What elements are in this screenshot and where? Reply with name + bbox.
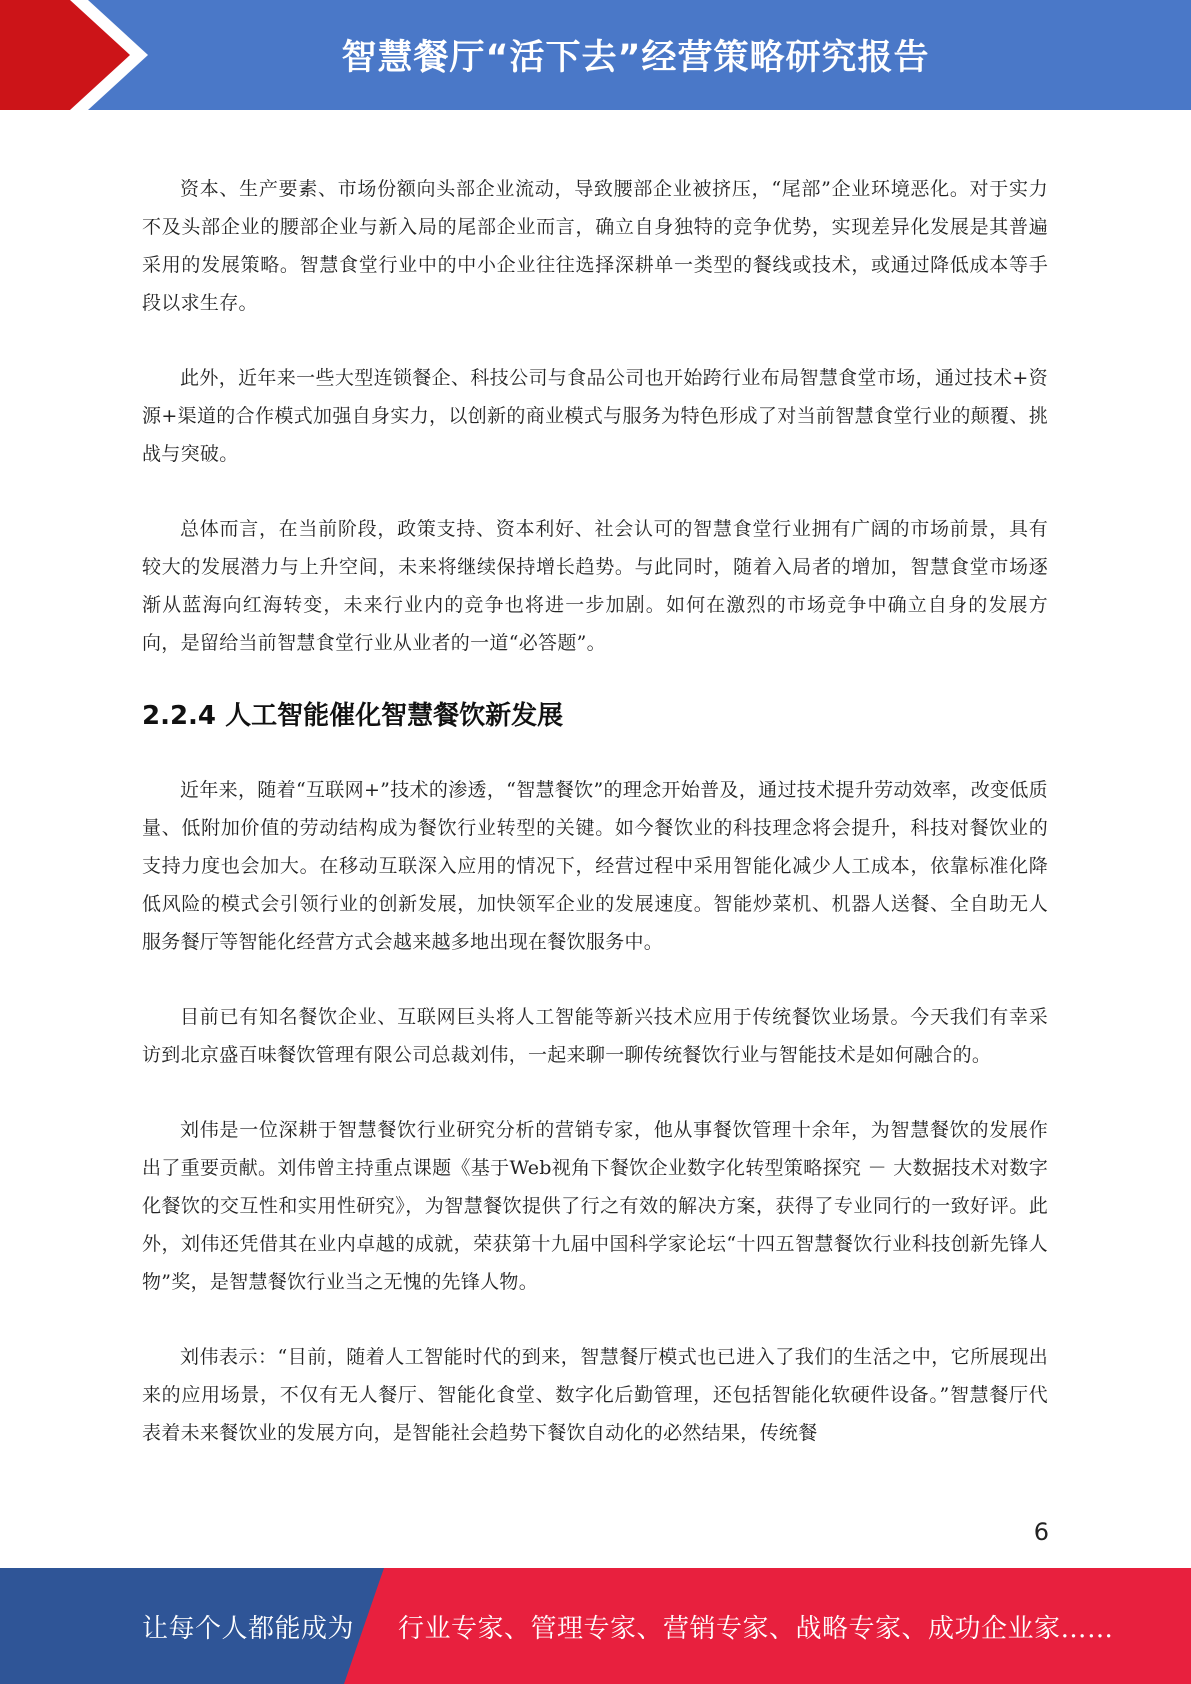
paragraph: 近年来，随着“互联网+”技术的渗透，“智慧餐饮”的理念开始普及，通过技术提升劳动效率，改变低质量、低附加价值的劳动结构成为餐饮行业转型的关键。如今餐饮业的科技理念将会提升，科技对餐饮业的支持力度也会加大。在移动互联深入应用的情况下，经营过程中采用智能化减少人工成本，依靠标准化降低风险的模式会引领行业的创新发展，加快领军企业的发展速度。智能炒菜机、机器人送餐、全自助无人服务餐厅等智能化经营方式会越来越多地出现在餐饮服务中。 [142,779,1048,953]
article-body [142,170,1048,1489]
paragraph: 刘伟是一位深耕于智慧餐饮行业研究分析的营销专家，他从事餐饮管理十余年，为智慧餐饮的发展作出了重要贡献。刘伟曾主持重点课题《基于Web视角下餐饮企业数字化转型策略探究 － 大数据技术对数字化餐饮的交互性和实用性研究》，为智慧餐饮提供了行之有效的解决方案，获得了专业同行的一致好评。此外，刘伟还凭借其在业内卓越的成就，荣获第十九届中国科学家论坛“十四五智慧餐饮行业科技创新先锋人物”奖，是智慧餐饮行业当之无愧的先锋人物。 [142,1119,1048,1293]
footer-slogan-right: 行业专家、管理专家、营销专家、战略专家、成功企业家…… [398,1614,1114,1644]
page-header-banner [0,0,1191,110]
page-number: 6 [1033,1518,1049,1546]
header-title: 智慧餐厅“活下去”经营策略研究报告 [341,38,930,78]
paragraph: 目前已有知名餐饮企业、互联网巨头将人工智能等新兴技术应用于传统餐饮业场景。今天我们有幸采访到北京盛百味餐饮管理有限公司总裁刘伟，一起来聊一聊传统餐饮行业与智能技术是如何融合的。 [142,1006,1048,1066]
footer-slogan-left: 让每个人都能成为 [142,1614,355,1644]
section-heading: 2.2.4 人工智能催化智慧餐饮新发展 [142,701,564,731]
page-footer-banner [0,1568,1191,1684]
paragraph: 此外，近年来一些大型连锁餐企、科技公司与食品公司也开始跨行业布局智慧食堂市场，通过技术+资源+渠道的合作模式加强自身实力，以创新的商业模式与服务为特色形成了对当前智慧食堂行业的颠覆、挑战与突破。 [142,367,1048,465]
paragraph: 总体而言，在当前阶段，政策支持、资本利好、社会认可的智慧食堂行业拥有广阔的市场前景，具有较大的发展潜力与上升空间，未来将继续保持增长趋势。与此同时，随着入局者的增加，智慧食堂市场逐渐从蓝海向红海转变，未来行业内的竞争也将进一步加剧。如何在激烈的市场竞争中确立自身的发展方向，是留给当前智慧食堂行业从业者的一道“必答题”。 [142,518,1048,654]
paragraph: 刘伟表示：“目前，随着人工智能时代的到来，智慧餐厅模式也已进入了我们的生活之中，它所展现出来的应用场景，不仅有无人餐厅、智能化食堂、数字化后勤管理，还包括智能化软硬件设备。”智慧餐厅代表着未来餐饮业的发展方向，是智能社会趋势下餐饮自动化的必然结果，传统餐 [142,1346,1048,1444]
paragraph: 资本、生产要素、市场份额向头部企业流动，导致腰部企业被挤压，“尾部”企业环境恶化。对于实力不及头部企业的腰部企业与新入局的尾部企业而言，确立自身独特的竞争优势，实现差异化发展是其普遍采用的发展策略。智慧食堂行业中的中小企业往往选择深耕单一类型的餐线或技术，或通过降低成本等手段以求生存。 [142,178,1048,314]
